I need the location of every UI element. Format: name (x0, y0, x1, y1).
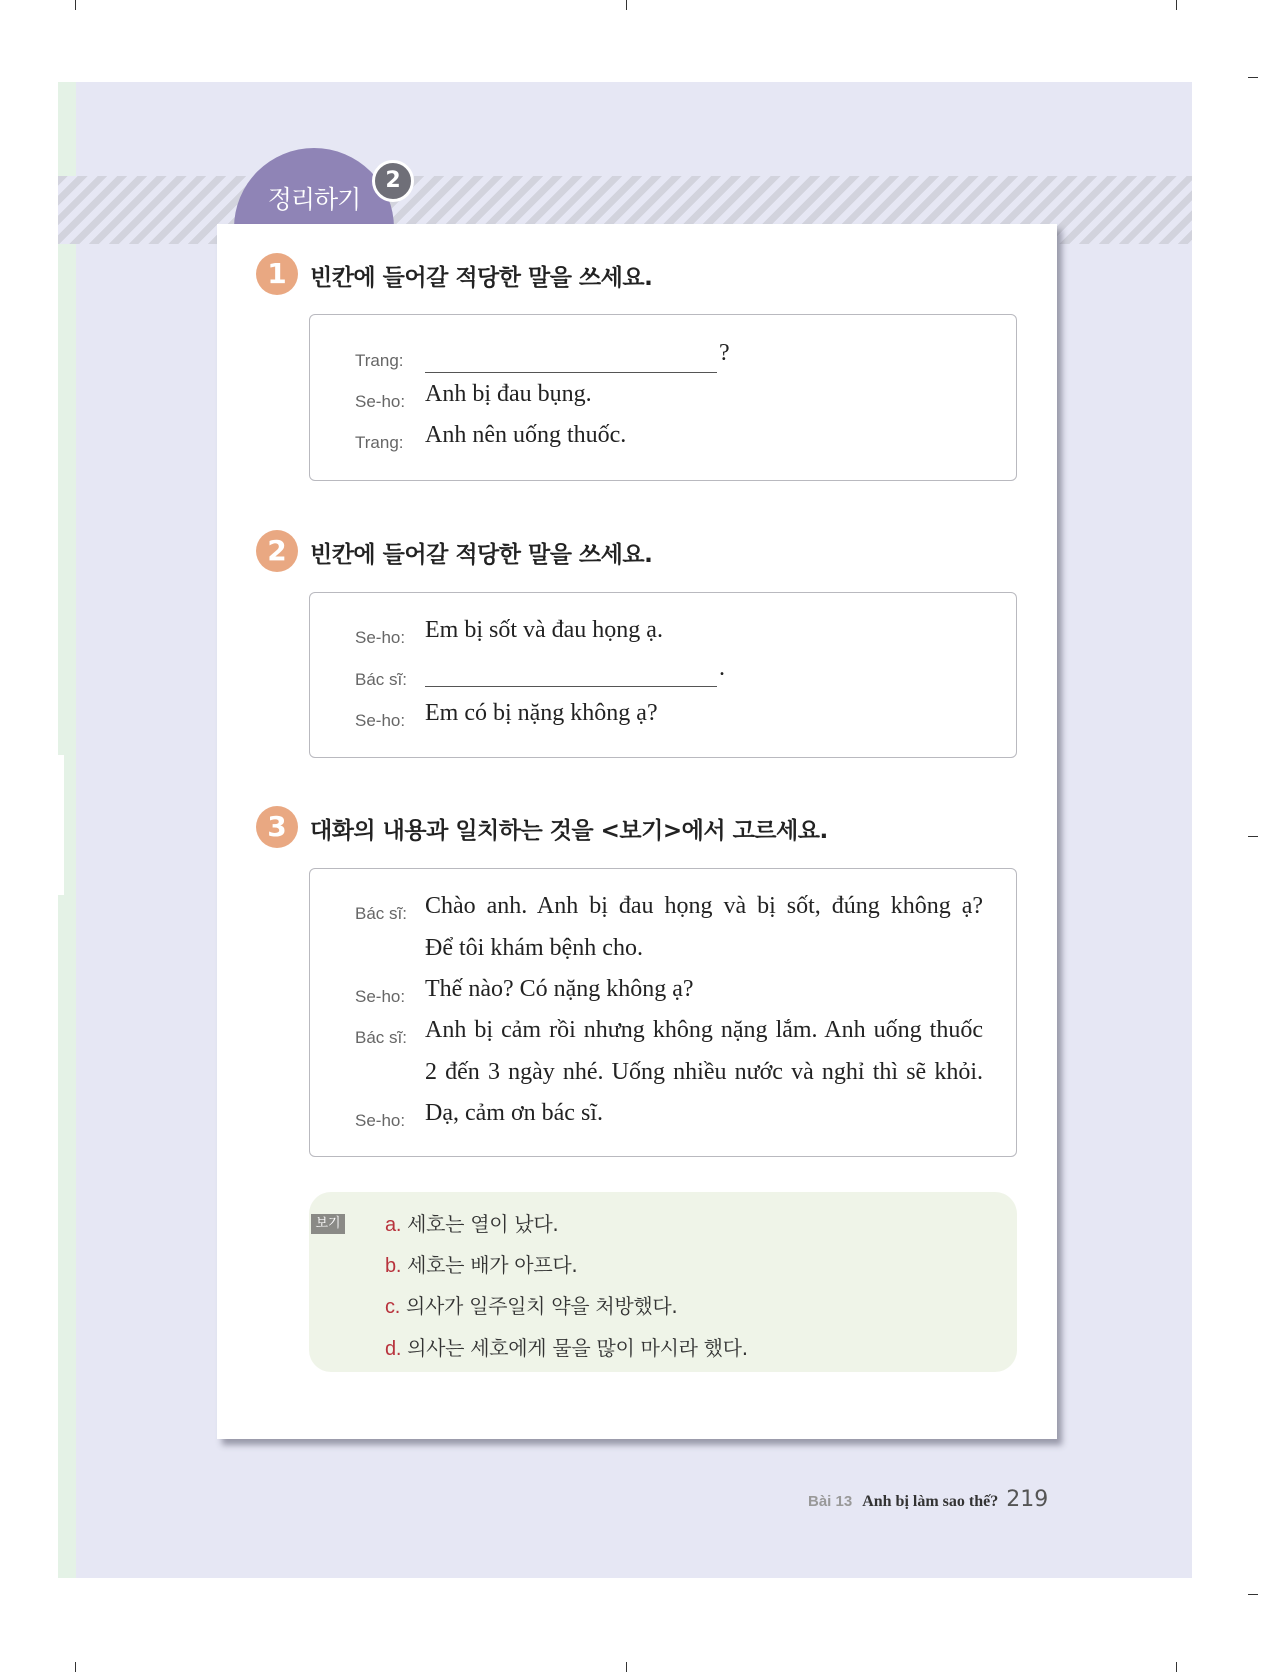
choice-letter: c. (385, 1296, 400, 1318)
choice-text: 의사는 세호에게 물을 많이 마시라 했다. (407, 1336, 748, 1360)
utterance: Thế nào? Có nặng không ạ? (425, 976, 694, 1002)
question-2-header (256, 530, 1016, 574)
dialogue-line (355, 1100, 1015, 1140)
utterance: 2 đến 3 ngày nhé. Uống nhiều nước và nghỉ thì sẽ khỏi. (425, 1059, 983, 1085)
page-footer (808, 1487, 1048, 1512)
section-tab-number: 2 (372, 160, 414, 202)
dialogue-line (355, 340, 1015, 380)
question-number-badge: 2 (256, 530, 298, 572)
dialogue-line (355, 655, 1015, 699)
utterance: Em bị sốt và đau họng ạ. (425, 617, 663, 643)
question-instruction: 빈칸에 들어갈 적당한 말을 쓰세요. (310, 265, 653, 291)
crop-mark (1248, 1594, 1258, 1595)
speaker-label: Bác sĩ: (355, 904, 407, 923)
question-number-badge: 3 (256, 806, 298, 848)
dialogue-line (355, 381, 1015, 421)
crop-mark (626, 0, 627, 10)
dialogue-line (355, 1059, 1015, 1099)
page-number: 219 (1006, 1487, 1049, 1512)
speaker-label: Se-ho: (355, 987, 406, 1006)
crop-mark (1176, 1662, 1177, 1672)
utterance: Chào anh. Anh bị đau họng và bị sốt, đúng không ạ? (425, 893, 983, 919)
speaker-label: Trang: (355, 433, 404, 452)
speaker-label: Se-ho: (355, 628, 406, 647)
choices-label: 보기 (311, 1214, 345, 1234)
utterance: Dạ, cảm ơn bác sĩ. (425, 1100, 603, 1126)
crop-mark (1176, 0, 1177, 10)
dialogue-line (355, 422, 1015, 462)
speaker-label: Se-ho: (355, 392, 406, 411)
utterance: Để tôi khám bệnh cho. (425, 935, 643, 961)
question-instruction: 대화의 내용과 일치하는 것을 <보기>에서 고르세요. (310, 818, 828, 844)
utterance: Anh bị cảm rồi nhưng không nặng lắm. Anh uống thuốc (425, 1017, 983, 1043)
speaker-label: Bác sĩ: (355, 1028, 407, 1047)
lesson-number: Bài 13 (808, 1493, 853, 1510)
blank-punctuation: ? (719, 340, 730, 366)
dialogue-line (355, 1017, 1015, 1057)
dialogue-line (355, 976, 1015, 1016)
choice-text: 의사가 일주일치 약을 처방했다. (405, 1294, 678, 1318)
utterance: Anh nên uống thuốc. (425, 422, 627, 448)
question-3-header (256, 806, 1016, 850)
blank-punctuation: . (719, 655, 725, 681)
speaker-label: Se-ho: (355, 1111, 406, 1130)
crop-mark (75, 1662, 76, 1672)
page-edge-gap (58, 755, 64, 895)
choice-text: 세호는 배가 아프다. (407, 1253, 578, 1277)
question-1-header (256, 253, 1016, 297)
crop-mark (626, 1662, 627, 1672)
choice-letter: b. (385, 1255, 402, 1277)
choice-item[interactable] (385, 1208, 558, 1238)
choice-letter: a. (385, 1214, 402, 1236)
answer-blank[interactable] (425, 372, 717, 373)
dialogue-line (355, 700, 1015, 740)
question-instruction: 빈칸에 들어갈 적당한 말을 쓰세요. (310, 542, 653, 568)
choice-item[interactable] (385, 1332, 748, 1362)
speaker-label: Trang: (355, 351, 404, 370)
speaker-label: Se-ho: (355, 711, 406, 730)
choice-item[interactable] (385, 1290, 677, 1320)
lesson-title: Anh bị làm sao thế? (862, 1493, 999, 1510)
crop-mark (75, 0, 76, 10)
dialogue-line (355, 935, 1015, 975)
choice-letter: d. (385, 1338, 402, 1360)
question-number-badge: 1 (256, 253, 298, 295)
choice-item[interactable] (385, 1249, 577, 1279)
answer-blank[interactable] (425, 686, 717, 687)
utterance: Anh bị đau bụng. (425, 381, 592, 407)
dialogue-line (355, 893, 1015, 933)
choice-text: 세호는 열이 났다. (407, 1212, 559, 1236)
crop-mark (1248, 77, 1258, 78)
section-tab-label: 정리하기 (267, 185, 361, 214)
dialogue-line (355, 617, 1015, 657)
utterance: Em có bị nặng không ạ? (425, 700, 658, 726)
crop-mark (1248, 836, 1258, 837)
speaker-label: Bác sĩ: (355, 670, 407, 689)
